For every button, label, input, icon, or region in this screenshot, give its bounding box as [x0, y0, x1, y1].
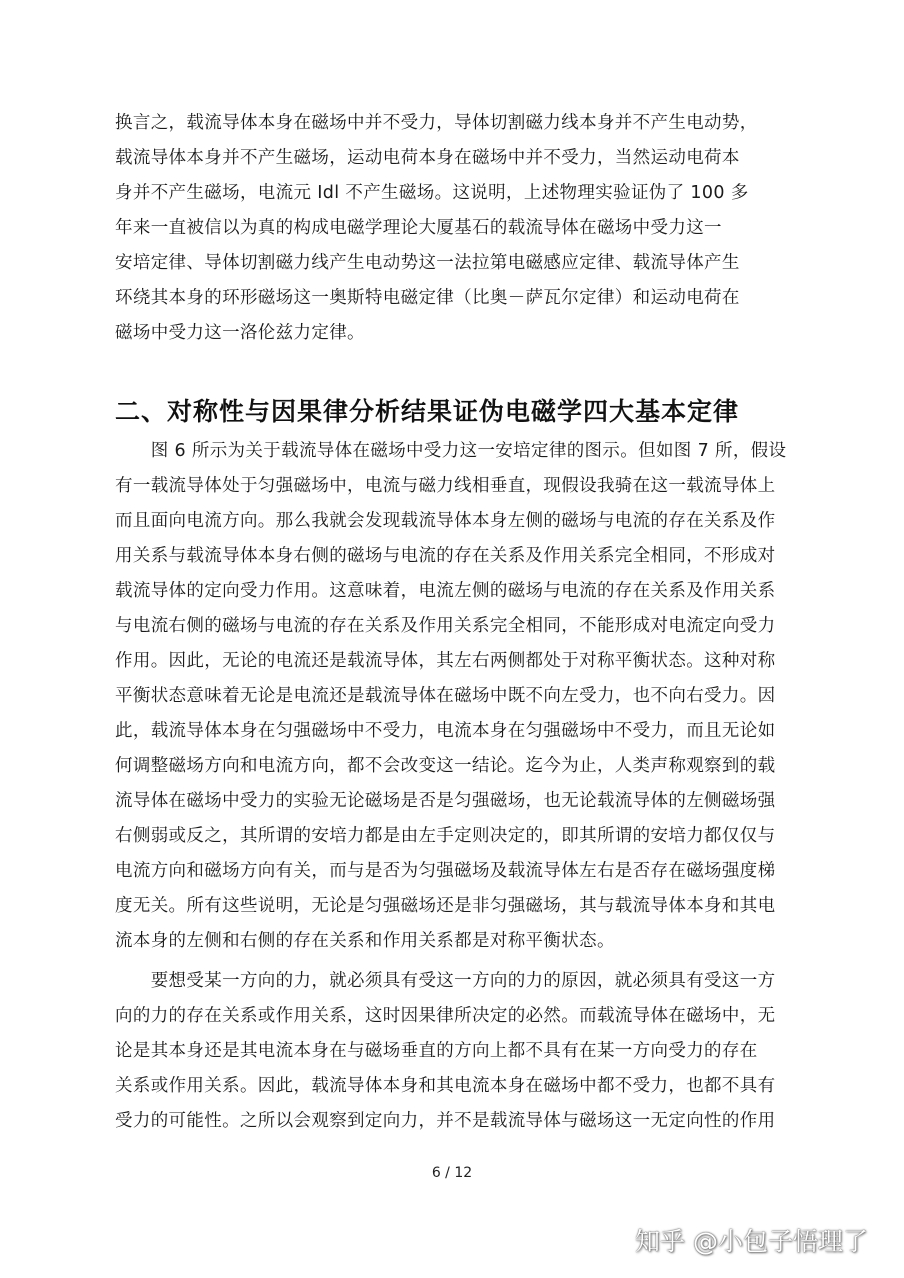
paragraph-2-line: 何调整磁场方向和电流方向，都不会改变这一结论。迄今为止，人类声称观察到的载 [115, 756, 776, 776]
paragraph-1-line: 身并不产生磁场，电流元 Idl 不产生磁场。这说明，上述物理实验证伪了 100 多 [115, 183, 749, 203]
paragraph-1-line: 年来一直被信以为真的构成电磁学理论大厦基石的载流导体在磁场中受力这一 [115, 218, 722, 238]
paragraph-3-line: 论是其本身还是其电流本身在与磁场垂直的方向上都不具有在某一方向受力的存在 [115, 1041, 758, 1061]
paragraph-2-line: 此，载流导体本身在匀强磁场中不受力，电流本身在匀强磁场中不受力，而且无论如 [115, 721, 776, 741]
paragraph-2-line: 有一载流导体处于匀强磁场中，电流与磁力线相垂直，现假设我骑在这一载流导体上 [115, 476, 776, 496]
paragraph-1-line: 环绕其本身的环形磁场这一奥斯特电磁定律（比奥－萨瓦尔定律）和运动电荷在 [115, 288, 740, 308]
paragraph-2-line: 作用。因此，无论的电流还是载流导体，其左右两侧都处于对称平衡状态。这种对称 [115, 651, 776, 671]
paragraph-2-line: 而且面向电流方向。那么我就会发现载流导体本身左侧的磁场与电流的存在关系及作 [115, 511, 776, 531]
paragraph-2-line: 平衡状态意味着无论是电流还是载流导体在磁场中既不向左受力，也不向右受力。因 [115, 686, 776, 706]
paragraph-2-line: 流本身的左侧和右侧的存在关系和作用关系都是对称平衡状态。 [115, 931, 615, 951]
paragraph-3-line: 向的力的存在关系或作用关系，这时因果律所决定的必然。而载流导体在磁场中，无 [115, 1006, 776, 1026]
watermark-text: 知乎 @小包子悟理了 [635, 1227, 868, 1256]
paragraph-1-line: 换言之，载流导体本身在磁场中并不受力，导体切割磁力线本身并不产生电动势， [115, 113, 758, 133]
paragraph-3-line: 要想受某一方向的力，就必须具有受这一方向的力的原因，就必须具有受这一方 [115, 971, 776, 991]
paragraph-3-line: 受力的可能性。之所以会观察到定向力，并不是载流导体与磁场这一无定向性的作用 [115, 1111, 776, 1131]
paragraph-2-line: 度无关。所有这些说明，无论是匀强磁场还是非匀强磁场，其与载流导体本身和其电 [115, 896, 776, 916]
paragraph-1-line: 载流导体本身并不产生磁场，运动电荷本身在磁场中并不受力，当然运动电荷本 [115, 148, 740, 168]
paragraph-1-line: 安培定律、导体切割磁力线产生电动势这一法拉第电磁感应定律、载流导体产生 [115, 253, 740, 273]
paragraph-2-line: 用关系与载流导体本身右侧的磁场与电流的存在关系及作用关系完全相同，不形成对 [115, 546, 776, 566]
paragraph-2-line: 图 6 所示为关于载流导体在磁场中受力这一安培定律的图示。但如图 7 所，假设 [115, 441, 787, 461]
paragraph-2-line: 电流方向和磁场方向有关，而与是否为匀强磁场及载流导体左右是否存在磁场强度梯 [115, 861, 776, 881]
paragraph-3-line: 关系或作用关系。因此，载流导体本身和其电流本身在磁场中都不受力，也都不具有 [115, 1076, 776, 1096]
paragraph-2-line: 载流导体的定向受力作用。这意味着，电流左侧的磁场与电流的存在关系及作用关系 [115, 581, 776, 601]
paragraph-2-line: 流导体在磁场中受力的实验无论磁场是否是匀强磁场，也无论载流导体的左侧磁场强 [115, 791, 776, 811]
paragraph-2-line: 与电流右侧的磁场与电流的存在关系及作用关系完全相同，不能形成对电流定向受力 [115, 616, 776, 636]
paragraph-1-line: 磁场中受力这一洛伦兹力定律。 [115, 323, 365, 343]
section-heading: 二、对称性与因果律分析结果证伪电磁学四大基本定律 [115, 397, 740, 426]
page-number: 6 / 12 [431, 1165, 473, 1181]
paragraph-2-line: 右侧弱或反之，其所谓的安培力都是由左手定则决定的，即其所谓的安培力都仅仅与 [115, 826, 776, 846]
